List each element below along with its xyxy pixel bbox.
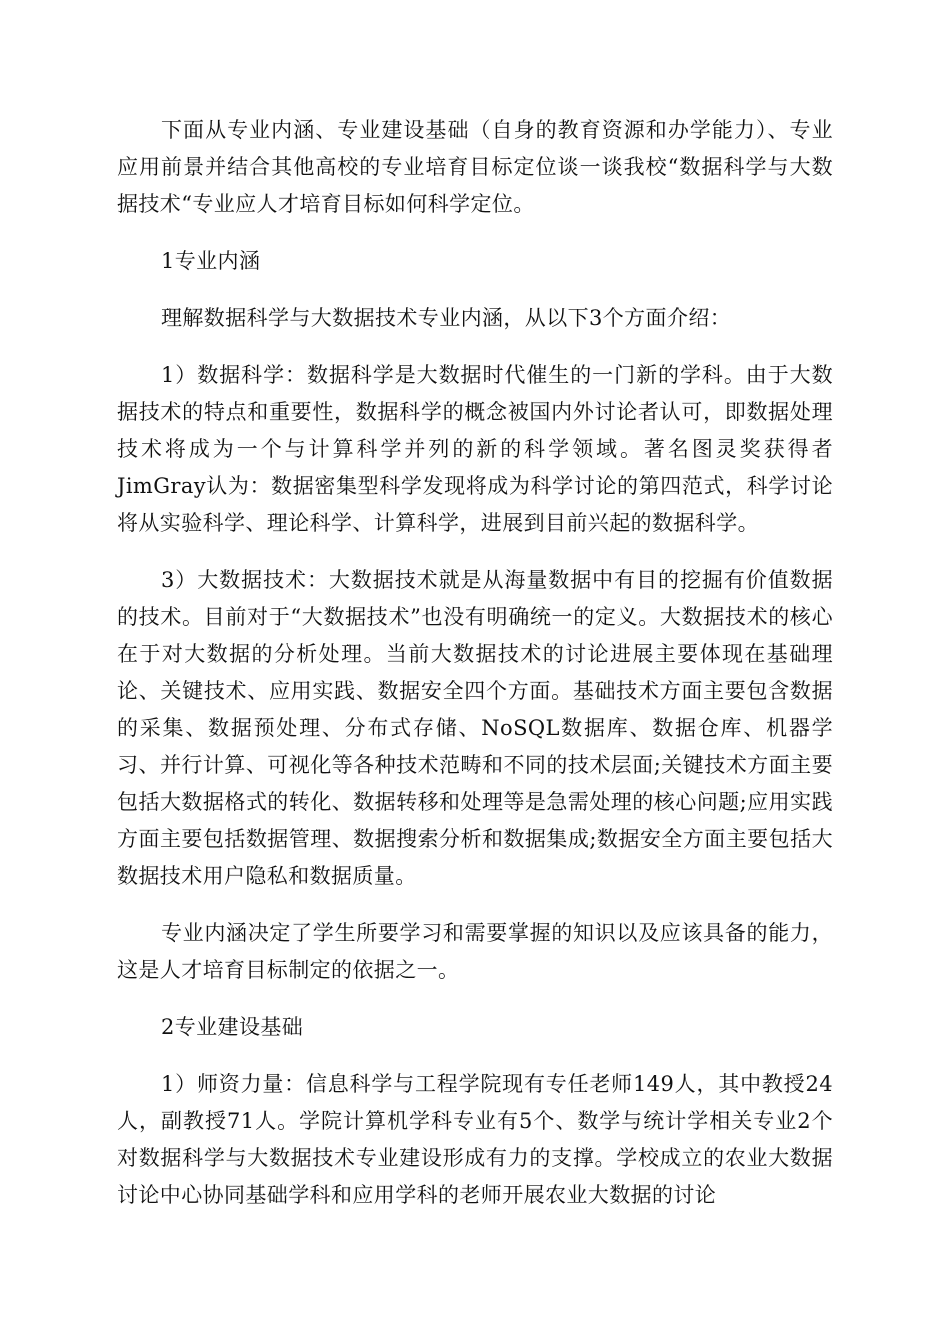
faculty-paragraph: 1）师资力量：信息科学与工程学院现有专任老师149人，其中教授24人，副教授71人。学院计算机学科专业有5个、数学与统计学相关专业2个对数据科学与大数据技术专业建设形成有力的支撑。学校成立的农业大数据讨论中心协同基础学科和应用学科的老师开展农业大数据的讨论 [117, 1072, 833, 1207]
connotation-summary-paragraph: 专业内涵决定了学生所要学习和需要掌握的知识以及应该具备的能力，这是人才培育目标制定的依据之一。 [117, 921, 833, 982]
section-intro-paragraph: 理解数据科学与大数据技术专业内涵，从以下3个方面介绍： [161, 306, 732, 330]
big-data-technology-paragraph: 3）大数据技术：大数据技术就是从海量数据中有目的挖掘有价值数据的技术。目前对于“大数据技术”也没有明确统一的定义。大数据技术的核心在于对大数据的分析处理。当前大数据技术的讨论进展主要体现在基础理论、关键技术、应用实践、数据安全四个方面。基础技术方面主要包含数据的采集、数据预处理、分布式存储、NoSQL数据库、数据仓库、机器学习、并行计算、可视化等各种技术范畴和不同的技术层面;关键技术方面主要包括大数据格式的转化、数据转移和处理等是急需处理的核心问题;应用实践方面主要包括数据管理、数据搜索分析和数据集成;数据安全方面主要包括大数据技术用户隐私和数据质量。 [117, 568, 833, 888]
section-heading-construction-basis: 2专业建设基础 [161, 1015, 304, 1039]
document-body [117, 112, 833, 1234]
section-heading-professional-connotation: 1专业内涵 [161, 249, 261, 273]
intro-paragraph: 下面从专业内涵、专业建设基础（自身的教育资源和办学能力）、专业应用前景并结合其他高校的专业培育目标定位谈一谈我校“数据科学与大数据技术“专业应人才培育目标如何科学定位。 [117, 118, 833, 216]
data-science-paragraph: 1）数据科学：数据科学是大数据时代催生的一门新的学科。由于大数据技术的特点和重要性，数据科学的概念被国内外讨论者认可，即数据处理技术将成为一个与计算科学并列的新的科学领域。著名图灵奖获得者JimGray认为：数据密集型科学发现将成为科学讨论的第四范式，科学讨论将从实验科学、理论科学、计算科学，进展到目前兴起的数据科学。 [117, 363, 833, 535]
